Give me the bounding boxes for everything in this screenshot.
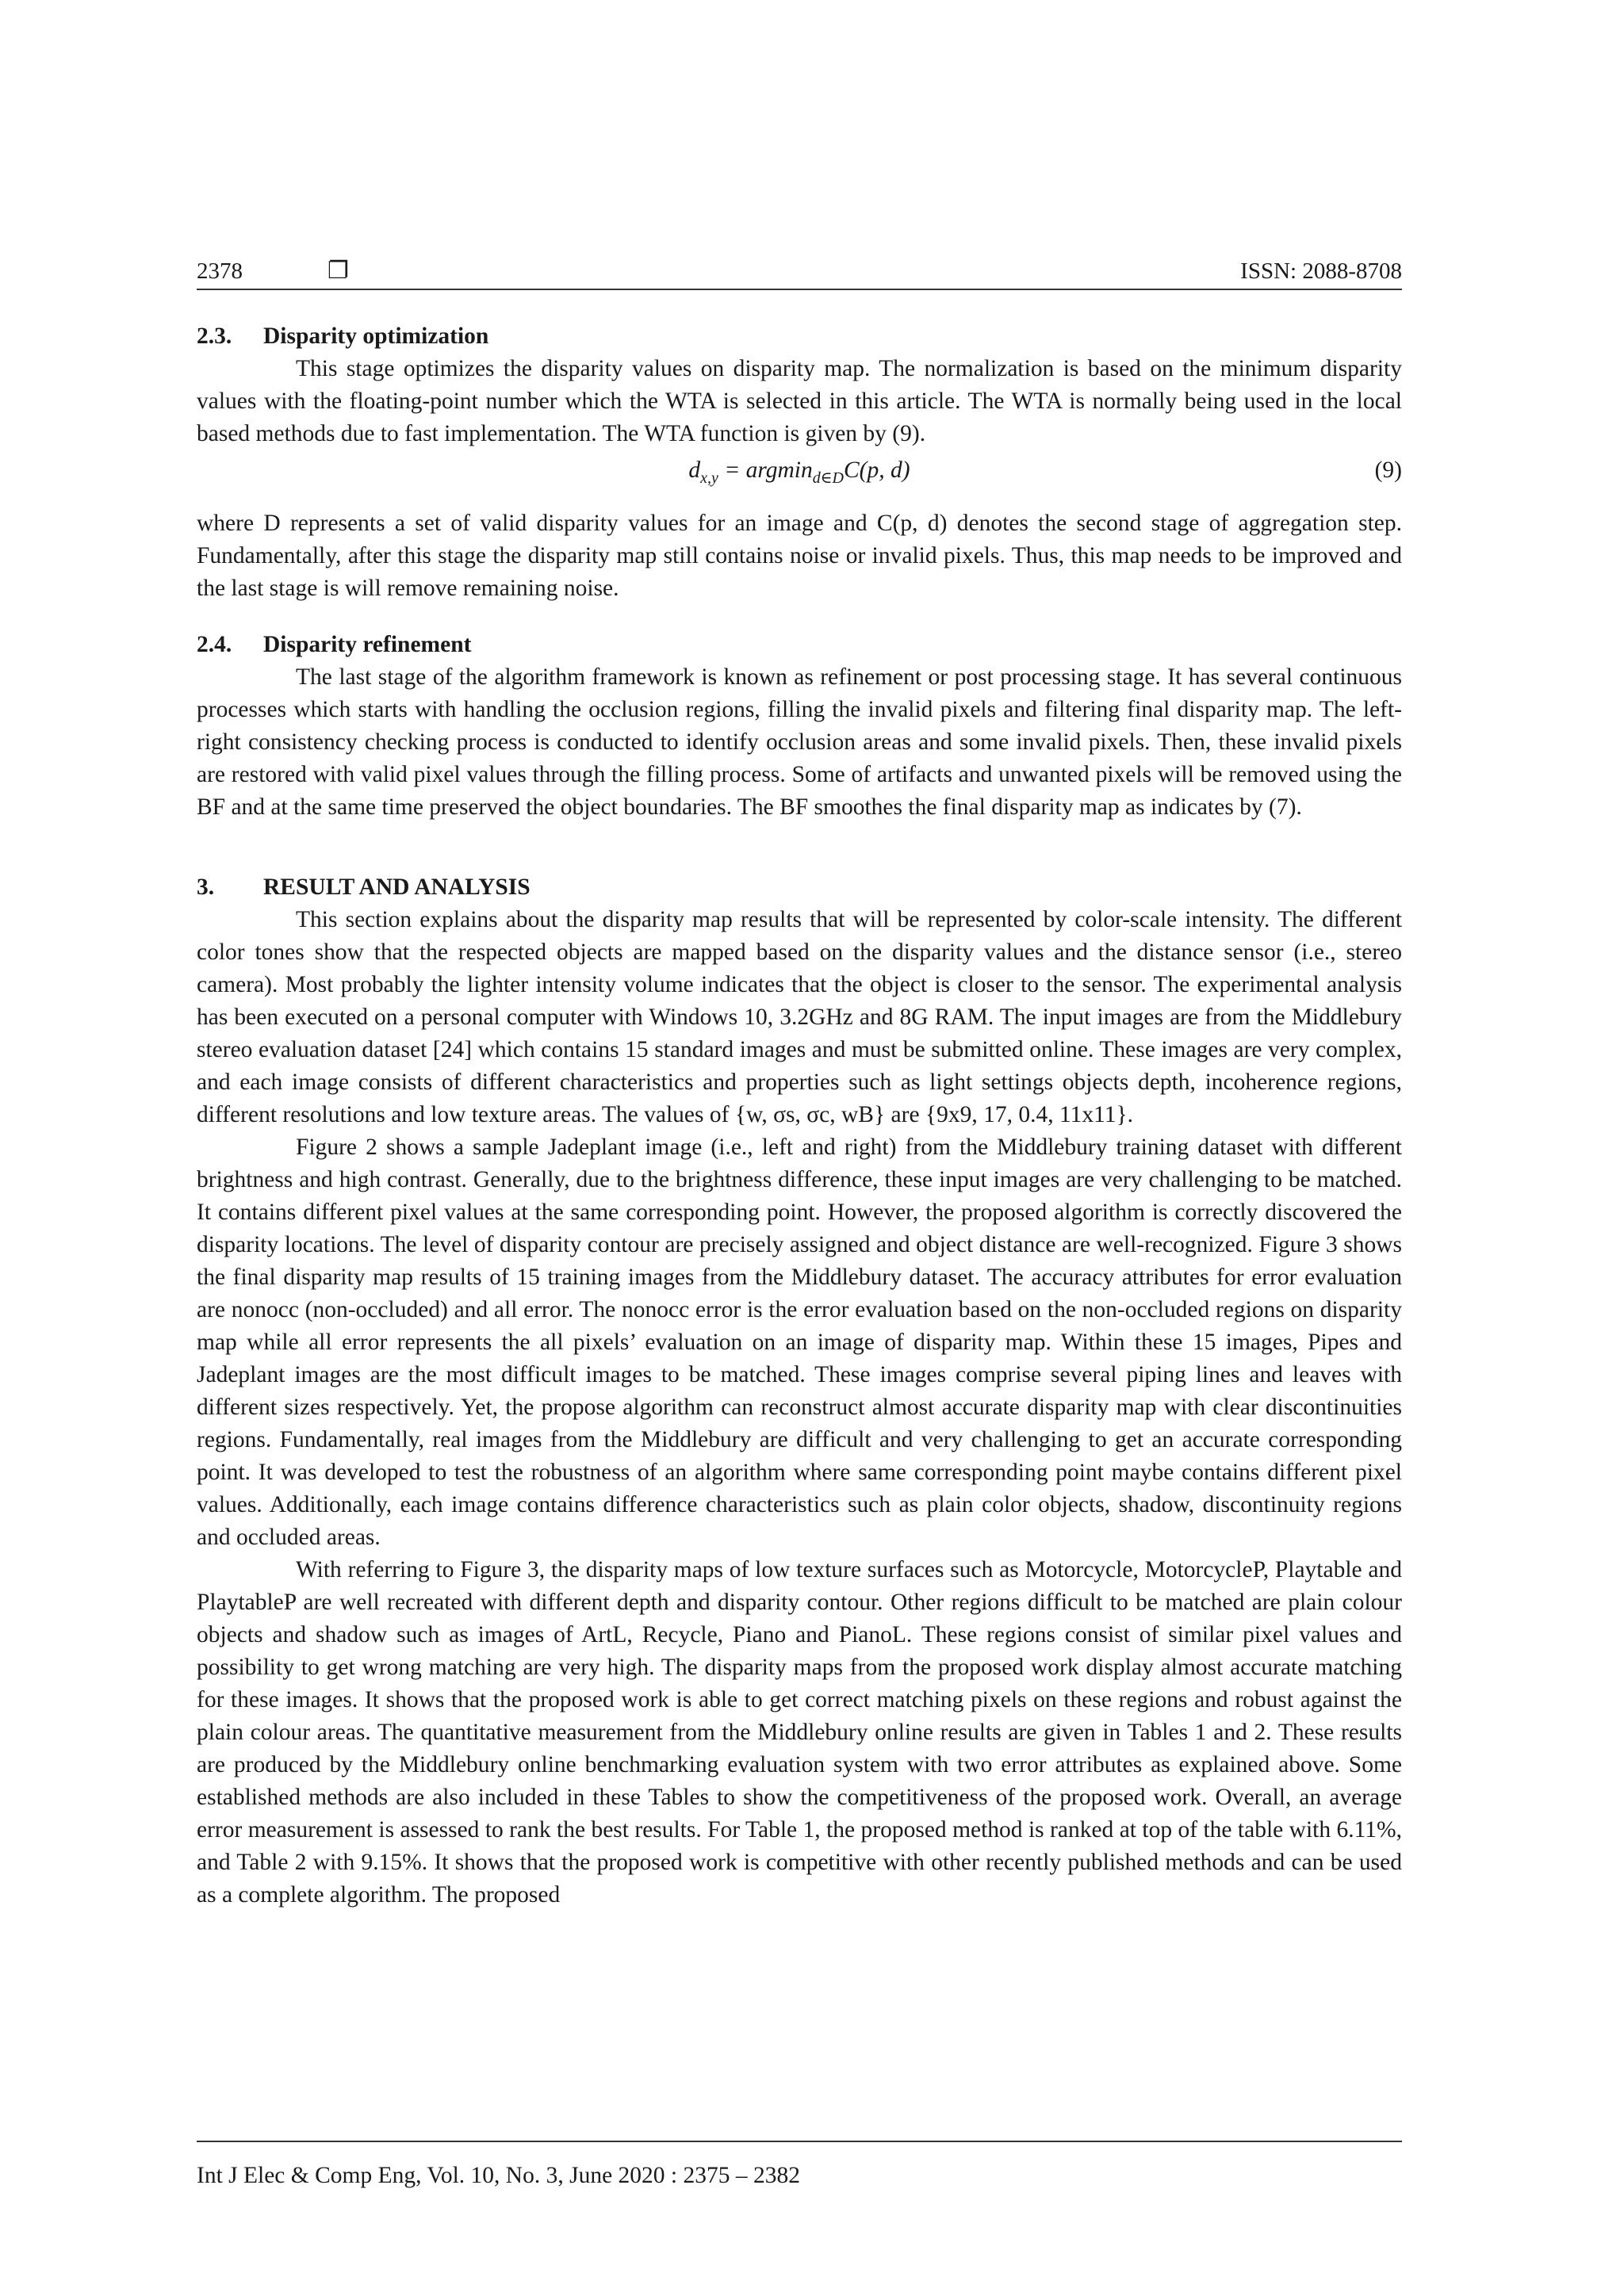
box-icon: ❐: [327, 257, 349, 285]
section-heading-2-3: 2.3. Disparity optimization: [197, 323, 489, 349]
paragraph: The last stage of the algorithm framework is known as refinement or post processing stage. It has several continuous processes which starts with handling the occlusion regions, filling the invalid pixels and filtering final disparity map. The left-right consistency checking process is conducted to identify occlusion areas and some invalid pixels. Then, these invalid pixels are restored with valid pixel values through the filling process. Some of artifacts and unwanted pixels will be removed using the BF and at the same time preserved the object boundaries. The BF smoothes the final disparity map as indicates by (7).: [197, 664, 1402, 820]
issn: ISSN: 2088-8708: [1240, 258, 1402, 284]
page-number: 2378: [197, 258, 243, 284]
equation-number: (9): [1374, 457, 1402, 483]
equation-9: $d_{x,y} = argmin_{d\in D}C(p$, d) (9): [197, 450, 1402, 490]
paragraph: This stage optimizes the disparity values on disparity map. The normalization is based on the minimum disparity values with the floating-point number which the WTA is selected in this article. The WTA is normally being used in the local based methods due to fast implementation. The WTA function is given by (9).: [197, 356, 1402, 446]
running-head: [197, 255, 1402, 290]
paragraph: Figure 2 shows a sample Jadeplant image (i.e., left and right) from the Middlebury training dataset with different brightness and high contrast. Generally, due to the brightness difference, these input images are very challenging to be matched. It contains different pixel values at the same corresponding point. However, the proposed algorithm is correctly discovered the disparity locations. The level of disparity contour are precisely assigned and object distance are well-recognized. Figure 3 shows the final disparity map results of 15 training images from the Middlebury dataset. The accuracy attributes for error evaluation are nonocc (non-occluded) and all error. The nonocc error is the error evaluation based on the non-occluded regions on disparity map while all error represents the all pixels’ evaluation on an image of disparity map. Within these 15 images, Pipes and Jadeplant images are the most difficult images to be matched. These images comprise several piping lines and leaves with different sizes respectively. Yet, the propose algorithm can reconstruct almost accurate disparity map with clear discontinuities regions. Fundamentally, real images from the Middlebury are difficult and very challenging to get an accurate corresponding point. It was developed to test the robustness of an algorithm where same corresponding point maybe contains different pixel values. Additionally, each image contains difference characteristics such as plain color objects, shadow, discontinuity regions and occluded areas.: [197, 1135, 1402, 1550]
page: [197, 0, 1402, 2296]
footer-citation: Int J Elec & Comp Eng, Vol. 10, No. 3, June 2020 : 2375 – 2382: [197, 2163, 800, 2188]
footer-rule: [197, 2141, 1402, 2142]
section-heading-3: 3. RESULT AND ANALYSIS: [197, 874, 530, 900]
body-text: [197, 320, 1402, 1911]
section-heading-2-4: 2.4. Disparity refinement: [197, 632, 472, 657]
paragraph: where D represents a set of valid disparity values for an image and C(p, d) denotes the second stage of aggregation step. Fundamentally, after this stage the disparity map still contains noise or invalid pixels. Thus, this map needs to be improved and the last stage is will remove remaining noise.: [197, 511, 1402, 601]
header-rule: [197, 289, 1402, 290]
paragraph: This section explains about the disparity map results that will be represented by color-scale intensity. The different color tones show that the respected objects are mapped based on the disparity values and the distance sensor (i.e., stereo camera). Most probably the lighter intensity volume indicates that the object is closer to the sensor. The experimental analysis has been executed on a personal computer with Windows 10, 3.2GHz and 8G RAM. The input images are from the Middlebury stereo evaluation dataset [24] which contains 15 standard images and must be submitted online. These images are very complex, and each image consists of different characteristics and properties such as light settings objects depth, incoherence regions, different resolutions and low texture areas. The values of {w, σs, σc, wB} are {9x9, 17, 0.4, 11x11}.: [197, 907, 1402, 1127]
paragraph: With referring to Figure 3, the disparity maps of low texture surfaces such as Motorcycle, MotorcycleP, Playtable and PlaytableP are well recreated with different depth and disparity contour. Other regions difficult to be matched are plain colour objects and shadow such as images of ArtL, Recycle, Piano and PianoL. These regions consist of similar pixel values and possibility to get wrong matching are very high. The disparity maps from the proposed work display almost accurate matching for these images. It shows that the proposed work is able to get correct matching pixels on these regions and robust against the plain colour areas. The quantitative measurement from the Middlebury online results are given in Tables 1 and 2. These results are produced by the Middlebury online benchmarking evaluation system with two error attributes as explained above. Some established methods are also included in these Tables to show the competitiveness of the proposed work. Overall, an average error measurement is assessed to rank the best results. For Table 1, the proposed method is ranked at top of the table with 6.11%, and Table 2 with 9.15%. It shows that the proposed work is competitive with other recently published methods and can be used as a complete algorithm. The proposed: [197, 1557, 1402, 1908]
